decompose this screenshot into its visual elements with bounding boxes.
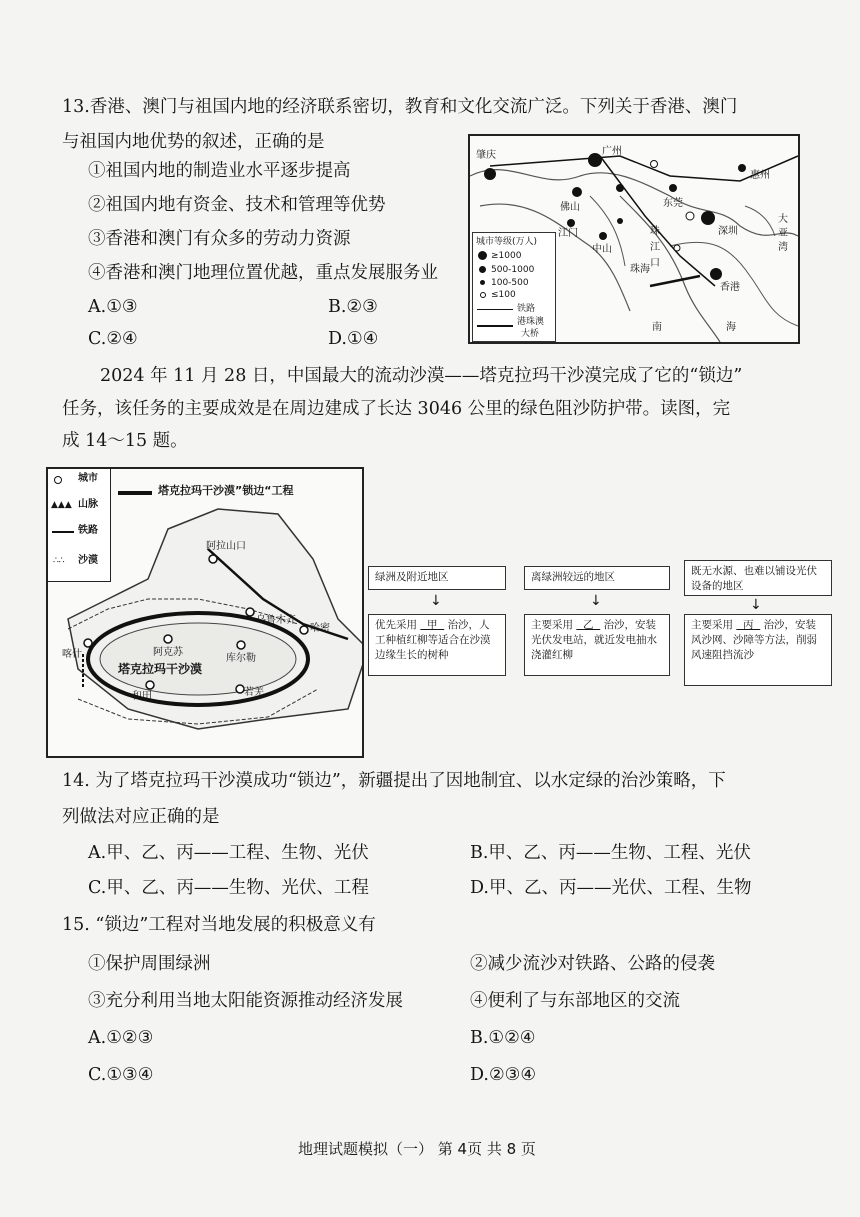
- flow-col3-top-text: 既无水源、也难以铺设光伏设备的地区: [691, 565, 817, 592]
- q15-option-a: A.①②③: [88, 1028, 154, 1048]
- legend-item-2: 500-1000: [491, 265, 535, 275]
- legend-bridge-2: 大桥: [521, 329, 540, 339]
- flow-col2-bottom: [524, 614, 670, 676]
- q13-option-a: A.①③: [88, 297, 138, 317]
- flow-col1-arrow: ↓: [430, 593, 442, 609]
- q14-option-c: C.甲、乙、丙——生物、光伏、工程: [88, 878, 369, 898]
- legend-desert: 沙漠: [78, 555, 98, 566]
- q15-item-2: ②减少流沙对铁路、公路的侵袭: [470, 954, 715, 974]
- place-hotan: 和田: [132, 691, 152, 702]
- flow-col2-top-text: 离绿洲较远的地区: [531, 571, 615, 583]
- label-nan: 南: [652, 322, 662, 333]
- legend-item-3: 100-500: [491, 278, 529, 288]
- city-dongguan: 东莞: [663, 198, 683, 209]
- legend-dot-medium: [479, 266, 486, 273]
- place-hami: 哈密: [310, 623, 330, 634]
- flow-col1-pre: 优先采用: [375, 619, 417, 631]
- place-taklamakan: 塔克拉玛干沙漠: [118, 662, 203, 676]
- q13-option-b: B.②③: [328, 297, 378, 317]
- q15-item-3: ③充分利用当地太阳能资源推动经济发展: [88, 991, 403, 1011]
- place-urumqi: 乌鲁木齐: [256, 615, 296, 626]
- intro-line2: 任务，该任务的主要成效是在周边建成了长达 3046 公里的绿色阻沙防护带。读图，完: [62, 399, 731, 419]
- q13-item-3: ③香港和澳门有众多的劳动力资源: [88, 229, 351, 249]
- flow-col1-bottom: [368, 614, 506, 676]
- q15-option-c: C.①③④: [88, 1065, 154, 1085]
- prd-legend: [472, 232, 556, 342]
- city-hongkong: 香港: [720, 282, 740, 293]
- place-ruoqiang: 若羌: [244, 687, 264, 698]
- place-korla: 库尔勒: [226, 653, 256, 664]
- legend-title: 城市等级(万人): [476, 237, 538, 247]
- flow-col2-arrow: ↓: [590, 593, 602, 609]
- q15-option-b: B.①②④: [470, 1028, 536, 1048]
- legend-dot-small: [480, 280, 485, 285]
- flow-col3-bottom: [684, 614, 832, 686]
- flow-col3-top: [684, 560, 832, 596]
- page-footer: 地理试题模拟（一） 第 4页 共 8 页: [298, 1140, 536, 1158]
- city-zhuhai: 珠海: [630, 264, 650, 275]
- xinjiang-map: [46, 467, 364, 758]
- legend-city-symbol: [54, 476, 62, 484]
- q13-option-c: C.②④: [88, 329, 138, 349]
- intro-line3: 成 14～15 题。: [62, 431, 188, 451]
- flow-col2-blank: [576, 619, 600, 631]
- flow-col1-top-text: 绿洲及附近地区: [375, 571, 449, 583]
- legend-rail-line: [477, 309, 513, 310]
- legend-dot-large: [478, 251, 487, 260]
- flow-col3-blank-text: 丙: [743, 619, 754, 631]
- q13-item-1: ①祖国内地的制造业水平逐步提高: [88, 161, 351, 181]
- label-zhujiangkou-3: 口: [650, 258, 660, 269]
- legend-bridge-line: [477, 325, 513, 327]
- flow-col1-blank-text: 甲: [427, 619, 438, 631]
- place-kashgar: 喀什: [62, 649, 82, 660]
- flow-col3-post: 治沙，安装风沙网、沙障等方法，削弱风速阻挡流沙: [691, 619, 817, 661]
- legend-dot-hollow: [480, 292, 486, 298]
- flow-col2-blank-text: 乙: [583, 619, 594, 631]
- label-hai: 海: [726, 322, 736, 333]
- legend-mountain-symbol: ▲▲▲: [51, 500, 72, 510]
- label-daya-3: 湾: [778, 242, 788, 253]
- xinjiang-legend: [48, 469, 111, 582]
- flow-col1-post: 治沙，人工种植红柳等适合在沙漠边缘生长的树种: [375, 619, 491, 661]
- flow-col2-top: [524, 566, 670, 590]
- legend-railway-symbol: [52, 531, 74, 533]
- place-alashankou: 阿拉山口: [206, 541, 246, 552]
- q13-stem-line1: 13.香港、澳门与祖国内地的经济联系密切，教育和文化交流广泛。下列关于香港、澳门: [62, 97, 738, 117]
- q13-option-d: D.①④: [328, 329, 379, 349]
- flow-col2-post: 治沙，安装光伏发电站，就近发电抽水浇灌红柳: [531, 619, 657, 661]
- label-zhujiangkou-1: 珠: [650, 226, 660, 237]
- q13-item-2: ②祖国内地有资金、技术和管理等优势: [88, 195, 386, 215]
- q14-option-d: D.甲、乙、丙——光伏、工程、生物: [470, 878, 752, 898]
- city-zhongshan: 中山: [592, 244, 612, 255]
- legend-project: 塔克拉玛干沙漠”锁边“工程: [158, 484, 294, 497]
- q15-item-1: ①保护周围绿洲: [88, 954, 211, 974]
- legend-rail: 铁路: [517, 304, 536, 314]
- q14-option-b: B.甲、乙、丙——生物、工程、光伏: [470, 843, 751, 863]
- flow-col3-arrow: ↓: [750, 597, 762, 613]
- city-guangzhou: 广州: [602, 146, 622, 157]
- q15-option-d: D.②③④: [470, 1065, 537, 1085]
- flow-col1-top: [368, 566, 506, 590]
- flow-col1-blank: [420, 619, 444, 631]
- legend-item-1: ≥1000: [491, 251, 522, 261]
- place-aksu: 阿克苏: [153, 647, 183, 658]
- legend-mountain: 山脉: [78, 499, 98, 510]
- legend-desert-symbol: ∴∴: [53, 556, 65, 566]
- label-daya-1: 大: [778, 214, 788, 225]
- legend-item-4: ≤100: [491, 290, 516, 300]
- flow-col2-pre: 主要采用: [531, 619, 573, 631]
- q14-stem-line1: 14. 为了塔克拉玛干沙漠成功“锁边”，新疆提出了因地制宜、以水定绿的治沙策略，下: [62, 771, 726, 791]
- label-zhujiangkou-2: 江: [650, 242, 660, 253]
- city-zhaoqing: 肇庆: [476, 150, 496, 161]
- legend-project-symbol: [118, 491, 152, 495]
- q14-option-a: A.甲、乙、丙——工程、生物、光伏: [88, 843, 369, 863]
- flow-col3-blank: [736, 619, 760, 631]
- city-huizhou: 惠州: [750, 170, 770, 181]
- city-jiangmen: 江门: [558, 228, 578, 239]
- q14-stem-line2: 列做法对应正确的是: [62, 807, 220, 827]
- legend-bridge-1: 港珠澳: [517, 317, 545, 327]
- city-foshan: 佛山: [560, 202, 580, 213]
- flow-col3-pre: 主要采用: [691, 619, 733, 631]
- label-daya-2: 亚: [778, 228, 788, 239]
- q15-stem: 15. “锁边”工程对当地发展的积极意义有: [62, 915, 376, 935]
- pearl-river-delta-map: [468, 134, 800, 344]
- q13-item-4: ④香港和澳门地理位置优越，重点发展服务业: [88, 263, 438, 283]
- city-shenzhen: 深圳: [718, 226, 738, 237]
- intro-line1: 2024 年 11 月 28 日，中国最大的流动沙漠——塔克拉玛干沙漠完成了它的“锁边”: [100, 366, 743, 386]
- q15-item-4: ④便利了与东部地区的交流: [470, 991, 680, 1011]
- legend-city: 城市: [78, 473, 98, 484]
- legend-railway: 铁路: [78, 525, 98, 536]
- q13-stem-line2: 与祖国内地优势的叙述，正确的是: [62, 132, 325, 152]
